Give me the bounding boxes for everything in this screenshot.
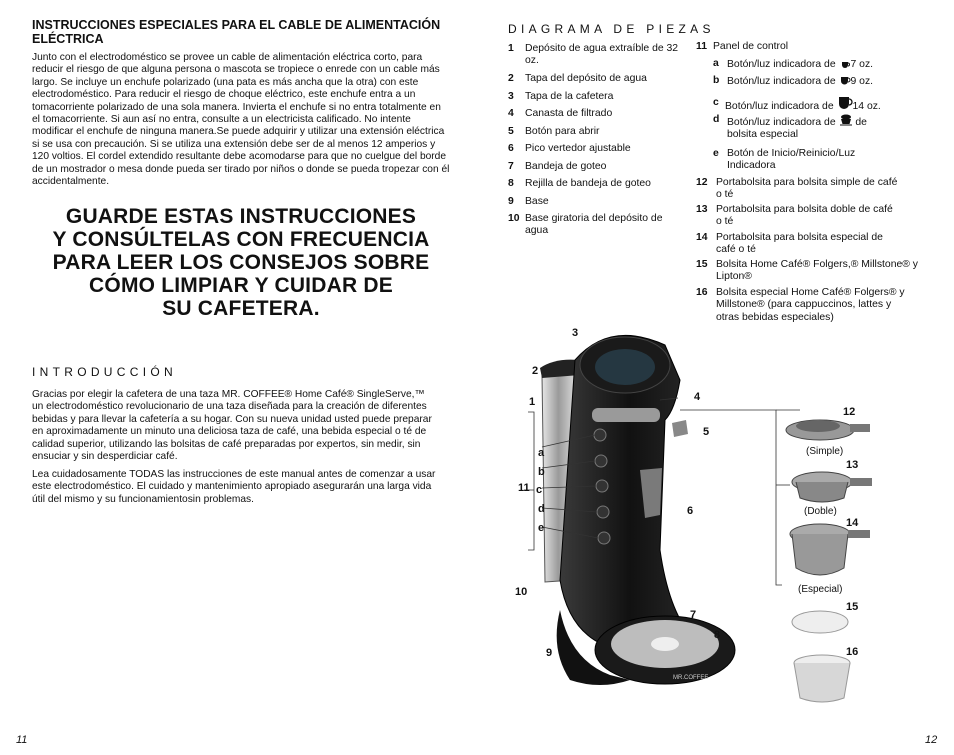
part-number: 1 (508, 43, 514, 54)
introduction-heading: INTRODUCCIÓN (32, 365, 177, 379)
callout-5: 5 (703, 426, 710, 438)
callout-c: c (536, 484, 543, 496)
callout-2: 2 (532, 365, 539, 377)
subitem-letter: c (713, 97, 719, 108)
callout-12: 12 (843, 406, 856, 418)
large-mug-icon (837, 97, 853, 110)
subitem-text: de (855, 117, 867, 128)
subitem-text: Botón/luz indicadora de (725, 101, 834, 112)
part-number: 3 (508, 91, 514, 102)
callout-4: 4 (694, 391, 701, 403)
specialty-pod-holder (790, 524, 870, 575)
specialty-cup-icon (839, 114, 853, 126)
part-number: 2 (508, 73, 514, 84)
part-number: 8 (508, 178, 514, 189)
subitem-label (727, 148, 855, 173)
caption-especial: (Especial) (798, 584, 843, 595)
page-number-right: 12 (925, 734, 938, 746)
subitem-text: Botón de Inicio/Reinicio/Luz (727, 148, 856, 159)
callout-14: 14 (846, 517, 859, 529)
part-label: Portabolsita para bolsita doble de café o té (716, 204, 893, 228)
subitem-text: bolsita especial (727, 129, 799, 141)
subitem-label (725, 97, 881, 113)
coffee-maker-diagram (500, 320, 900, 715)
warning-line: Y CONSÚLTELAS CON FRECUENCIA (52, 228, 430, 251)
subitem-text: Botón/luz indicadora de (727, 117, 836, 128)
parts-list-item (508, 43, 683, 69)
filter-basket (592, 408, 660, 422)
part-number: 13 (696, 204, 708, 215)
subitem-size: 14 oz. (852, 101, 881, 112)
part-label: Tapa del depósito de agua (525, 73, 647, 84)
subitem-size: 7 oz. (850, 59, 874, 70)
part-number: 6 (508, 143, 514, 154)
subitem-letter: b (713, 75, 720, 86)
part-label: Depósito de agua extraíble de 32 oz. (525, 43, 679, 67)
subitem-text: Indicadora (727, 160, 776, 172)
part-label: Portabolsita para bolsita especial de café o té (716, 232, 883, 256)
introduction-paragraph-1: Gracias por elegir la cafetera de una taza MR. COFFEE® Home Café® SingleServe,™ un electrodoméstico revolucionario de una taza diseñada para la creación de diferentes bebidas y para llevar la cafetería a su hogar. Con su nueva unidad usted puede preparar en aproximadamente un minuto una deliciosa taza de café, una bebida especial o té de calidad superior, utilizando las bolsitas de café preparadas por expertos, sin medir, sin ensuciar y sin desperdiciar café. (32, 389, 432, 463)
warning-line: GUARDE ESTAS INSTRUCCIONES (65, 205, 417, 228)
open-button (672, 420, 688, 437)
callout-a: a (538, 447, 545, 459)
warning-line: SU CAFETERA. (162, 297, 320, 320)
part-label: Base (525, 196, 549, 207)
brand-logo: MR.COFFEE (673, 675, 709, 681)
part-label: Tapa de la cafetera (525, 91, 614, 102)
subitem-letter: e (713, 148, 719, 159)
callout-e: e (538, 522, 545, 534)
callout-6: 6 (687, 505, 694, 517)
part-number: 16 (696, 287, 708, 298)
warning-line: PARA LEER LOS CONSEJOS SOBRE (52, 251, 430, 274)
callout-10: 10 (515, 586, 528, 598)
save-instructions-warning (28, 205, 454, 320)
drip-tray (595, 616, 735, 684)
single-pod-holder (786, 420, 870, 440)
callout-b: b (538, 466, 545, 478)
callout-7: 7 (690, 609, 697, 621)
callout-d: d (538, 503, 545, 515)
warning-line: CÓMO LIMPIAR Y CUIDAR DE (89, 274, 393, 297)
callout-11: 11 (518, 482, 530, 494)
callout-3: 3 (572, 327, 579, 339)
subitem-text: Botón/luz indicadora de (727, 59, 836, 70)
callout-16: 16 (846, 646, 859, 658)
subitem-size: 9 oz. (850, 76, 874, 87)
coffee-pod (792, 611, 848, 633)
control-panel-subitem (713, 148, 903, 176)
callout-8: 8 (714, 629, 721, 641)
part-number: 5 (508, 126, 514, 137)
part-label: Rejilla de bandeja de goteo (525, 178, 651, 189)
subitem-label (727, 58, 873, 71)
part-label: Botón para abrir (525, 126, 600, 137)
page-number-left: 11 (16, 734, 28, 746)
small-cup-icon (839, 58, 851, 68)
subitem-label (727, 75, 873, 88)
power-cord-paragraph: Junto con el electrodoméstico se provee un cable de alimentación eléctrica corto, para reducir el riesgo de que alguna persona o mascota se tropiece o enrede con un cable más largo. Se incluye un enchufe polarizado (una pata es más ancha que la otra) con este electrodoméstico. Para reducir el riesgo de choque eléctrico, este enchufe entra a un tomacorriente polarizado de una sola manera. Invierta el enchufe si no entra totalmente en el tomacorriente. Si aun así no entra, consulte a un electricista calificado. No intente modificar el enchufe de ninguna manera.Se puede adquirir y utilizar una extensión eléctrica si se usa con precaución. Si se utiliza una extensión debe ser de al menos 12 amperios y 120 voltios. El cordel extendido resultante debe acomodarse para que no cuelgue del borde de un mostrador o mesa donde pueda ser tirado por niños o donde se pueda tropezar con él accidentalmente. (32, 52, 450, 188)
part-number: 7 (508, 161, 514, 172)
caption-simple: (Simple) (806, 446, 844, 457)
part-label: Bolsita Home Café® Folgers,® Millstone® y Lipton® (716, 259, 918, 283)
part-number: 12 (696, 177, 708, 188)
introduction-paragraph-2: Lea cuidadosamente TODAS las instrucciones de este manual antes de comenzar a usar este electrodoméstico. El cuidado y mantenimiento apropiado asegurarán una larga vida útil del mismo y su funcionamientosin problemas. (32, 469, 436, 505)
medium-cup-icon (839, 75, 851, 85)
part-label: Portabolsita para bolsita simple de café o té (716, 177, 898, 201)
part-label: Bandeja de goteo (525, 161, 607, 172)
subitem-letter: a (713, 58, 719, 69)
specialty-pod (794, 655, 850, 702)
callout-1: 1 (529, 396, 536, 408)
parts-diagram-heading: DIAGRAMA DE PIEZAS (508, 22, 715, 36)
part-number: 9 (508, 196, 514, 207)
coffee-maker-body (560, 335, 700, 650)
subitem-label (727, 114, 867, 142)
double-pod-holder (792, 472, 872, 502)
part-label: Panel de control (713, 41, 789, 52)
part-label: Base giratoria del depósito de agua (525, 213, 663, 237)
caption-doble: (Doble) (804, 506, 837, 517)
part-number: 11 (696, 41, 707, 52)
callout-15: 15 (846, 601, 859, 613)
power-cord-heading: INSTRUCCIONES ESPECIALES PARA EL CABLE DE ALIMENTACIÓN ELÉCTRICA (32, 18, 441, 46)
callout-9: 9 (546, 647, 553, 659)
part-number: 15 (696, 259, 708, 270)
callout-13: 13 (846, 459, 859, 471)
part-number: 10 (508, 213, 520, 224)
part-number: 14 (696, 232, 708, 243)
control-panel-subitem (713, 114, 903, 142)
part-number: 4 (508, 108, 514, 119)
part-label: Pico vertedor ajustable (525, 143, 631, 154)
part-label: Canasta de filtrado (525, 108, 613, 119)
subitem-letter: d (713, 114, 720, 125)
subitem-text: Botón/luz indicadora de (727, 76, 836, 87)
part-label: Bolsita especial Home Café® Folgers® y Millstone® (para cappuccinos, lattes y otras bebidas especiales) (716, 287, 905, 323)
